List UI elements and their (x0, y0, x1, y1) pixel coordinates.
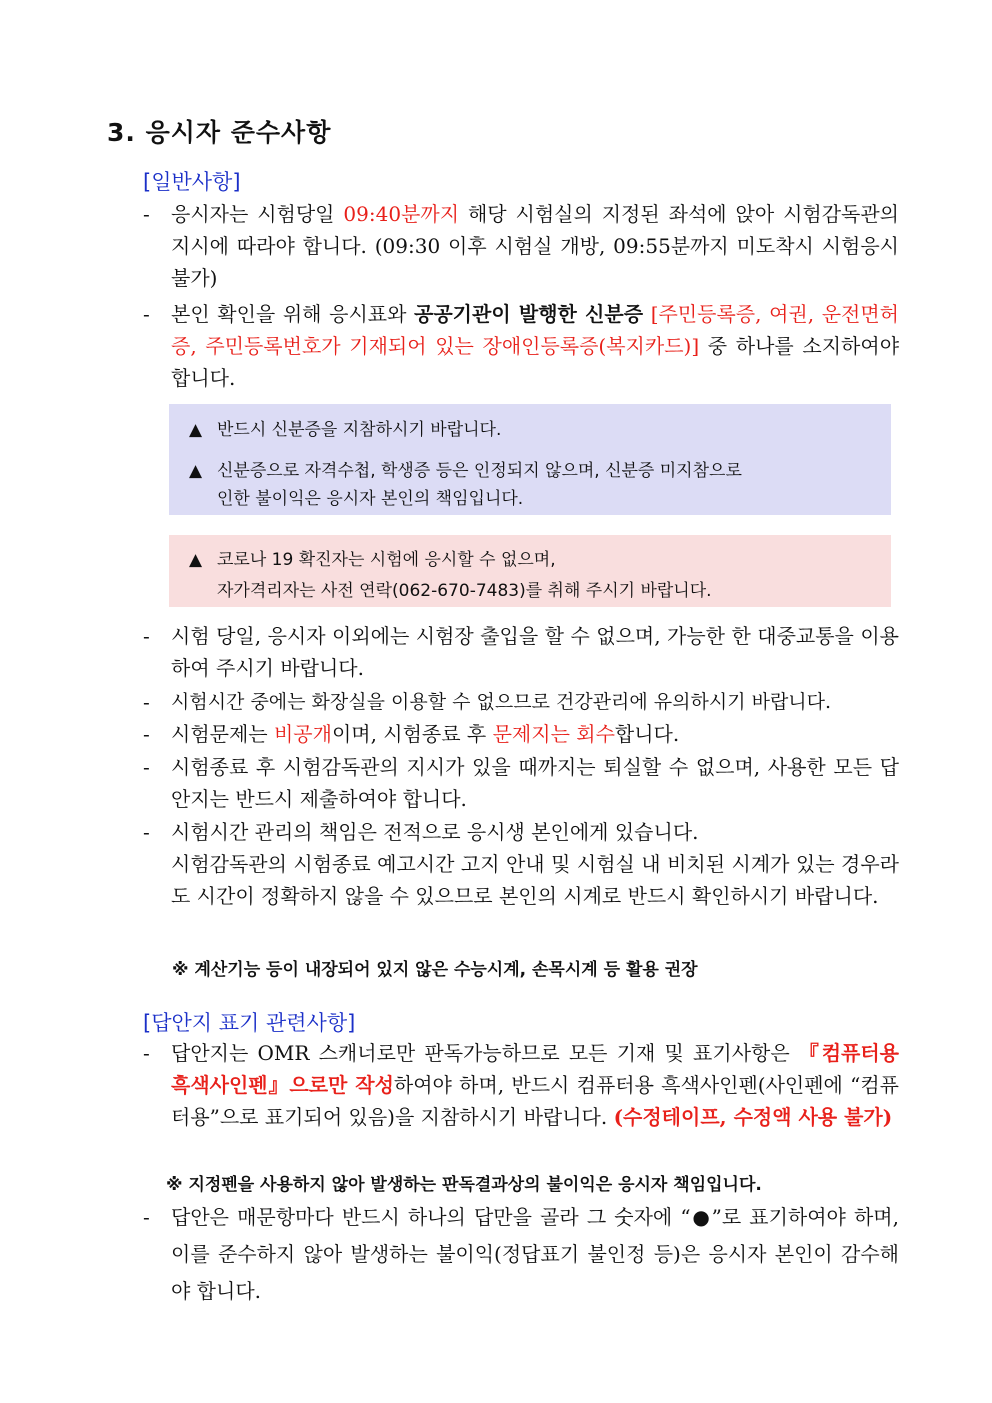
covid-notice-box: ▲ 코로나 19 확진자는 시험에 응시할 수 없으며, 자가격리자는 사전 연락(062-670-7483)를 취해 주시기 바랍니다. (169, 535, 891, 607)
general-item-5: - 시험문제는 비공개이며, 시험종료 후 문제지는 회수합니다. (143, 718, 899, 750)
general-item-2: - 본인 확인을 위해 응시표와 공공기관이 발행한 신분증 [주민등록증, 여권, 운전면허증, 주민등록번호가 기재되어 있는 장애인등록증(복지카드)] 중 하나를 소지하여야 합니다. (143, 298, 899, 394)
arrival-time: 09:40분까지 (343, 202, 460, 226)
section-title: 3. 응시자 준수사항 (107, 118, 332, 147)
bullet-dash: - (143, 1041, 150, 1065)
bullet-dash: - (143, 202, 150, 226)
watch-note: ※ 계산기능 등이 내장되어 있지 않은 수능시계, 손목시계 등 활용 권장 (172, 960, 698, 980)
id-requirement: 공공기관이 발행한 신분증 (414, 302, 644, 326)
general-item-4: - 시험시간 중에는 화장실을 이용할 수 없으므로 건강관리에 유의하시기 바랍니다. (143, 686, 899, 718)
pen-requirement: 『컴퓨터용 흑색사인펜』으로만 작성 (171, 1041, 899, 1097)
id-notice-box: ▲ 반드시 신분증을 지참하시기 바랍니다. ▲ 신분증으로 자격수첩, 학생증 등은 인정되지 않으며, 신분증 미지참으로 인한 불이익은 응시자 본인의 책임입니다. (169, 404, 891, 515)
nondisclosure: 비공개 (273, 722, 332, 746)
general-item-6: - 시험종료 후 시험감독관의 지시가 있을 때까지는 퇴실할 수 없으며, 사용한 모든 답안지는 반드시 제출하여야 합니다. (143, 751, 899, 815)
bullet-dash: - (143, 755, 150, 779)
bullet-dash: - (143, 302, 150, 326)
paper-collected: 문제지는 회수 (492, 722, 615, 746)
bullet-dash: - (143, 820, 150, 844)
pen-note: ※ 지정펜을 사용하지 않아 발생하는 판독결과상의 불이익은 응시자 책임입니다. (166, 1175, 762, 1195)
triangle-icon: ▲ (189, 550, 203, 570)
correction-forbidden: (수정테이프, 수정액 사용 불가) (613, 1105, 893, 1129)
general-item-1: - 응시자는 시험당일 09:40분까지 해당 시험실의 지정된 좌석에 앉아 시험감독관의 지시에 따라야 합니다. (09:30 이후 시험실 개방, 09:55분까지 미도착시 시험응시 불가) (143, 198, 899, 294)
general-item-7: - 시험시간 관리의 책임은 전적으로 응시생 본인에게 있습니다. 시험감독관의 시험종료 예고시간 고지 안내 및 시험실 내 비치된 시계가 있는 경우라도 시간이 정확하지 않을 수 있으므로 본인의 시계로 반드시 확인하시기 바랍니다. (143, 816, 899, 912)
id-types: [주민등록증, 여권, 운전면허증, 주민등록번호가 기재되어 있는 장애인등록증(복지카드)] (171, 302, 899, 358)
general-item-3: - 시험 당일, 응시자 이외에는 시험장 출입을 할 수 없으며, 가능한 한 대중교통을 이용하여 주시기 바랍니다. (143, 620, 899, 684)
answer-item-1: - 답안지는 OMR 스캐너로만 판독가능하므로 모든 기재 및 표기사항은 『컴퓨터용 흑색사인펜』으로만 작성하여야 하며, 반드시 컴퓨터용 흑색사인펜(사인펜에 “컴퓨터용”으로 표기되어 있음)을 지참하시기 바랍니다. (수정테이프, 수정액 사용 불가) (143, 1037, 899, 1133)
bullet-dash: - (143, 1205, 150, 1229)
bullet-dash: - (143, 690, 150, 714)
bullet-dash: - (143, 722, 150, 746)
answer-heading: [답안지 표기 관련사항] (143, 1011, 356, 1035)
triangle-icon: ▲ (189, 420, 203, 440)
general-heading: [일반사항] (143, 170, 241, 194)
answer-item-2: - 답안은 매문항마다 반드시 하나의 답만을 골라 그 숫자에 “●”로 표기하여야 하며, 이를 준수하지 않아 발생하는 불이익(정답표기 불인정 등)은 응시자 본인이 감수해야 합니다. (143, 1199, 899, 1310)
bullet-dash: - (143, 624, 150, 648)
triangle-icon: ▲ (189, 461, 203, 481)
